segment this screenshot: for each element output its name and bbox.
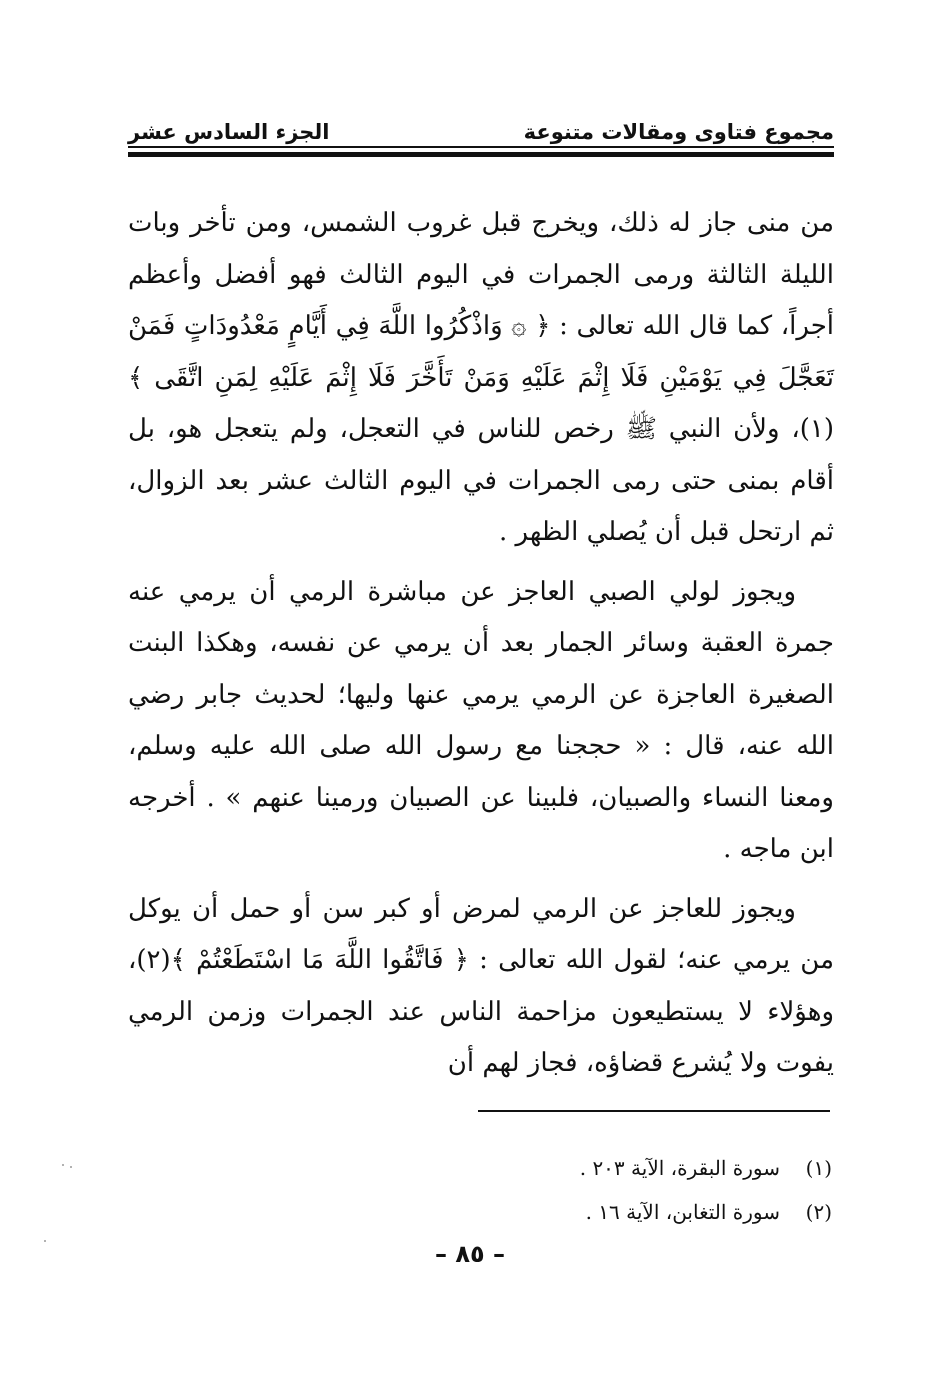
footnotes [400, 1146, 832, 1234]
book-title: مجموع فتاوى ومقالات متنوعة [523, 120, 834, 144]
body-text [128, 198, 834, 1098]
paragraph-3: ويجوز للعاجز عن الرمي لمرض أو كبر سن أو حمل أن يوكل من يرمي عنه؛ لقول الله تعالى : ﴿ فَاتَّقُوا اللَّهَ مَا اسْتَطَعْتُمْ ﴾(٢)، وهؤلاء لا يستطيعون مزاحمة الناس عند الجمرات وزمن الرمي يفوت ولا يُشرع قضاؤه، فجاز لهم أن [128, 893, 834, 1078]
footnote-text: سورة التغابن، الآية ١٦ . [585, 1200, 780, 1224]
footnote-separator [478, 1110, 830, 1112]
header-rule-thick [128, 152, 834, 157]
scan-specks [40, 1150, 80, 1270]
header-rule-thin [128, 146, 834, 148]
scan-speck [70, 1166, 72, 1168]
footnote-number: (١) [805, 1156, 832, 1180]
volume-label: الجزء السادس عشر [128, 120, 330, 144]
footnote-1 [400, 1146, 832, 1190]
footnote-text: سورة البقرة، الآية ٢٠٣ . [579, 1156, 780, 1180]
page-number: – ٨٥ – [434, 1240, 505, 1268]
scan-speck [62, 1164, 64, 1166]
running-header [128, 108, 834, 144]
scan-speck [44, 1240, 46, 1242]
paragraph-1: من منى جاز له ذلك، ويخرج قبل غروب الشمس، ومن تأخر وبات الليلة الثالثة ورمى الجمرات في اليوم الثالث فهو أفضل وأعظم أجراً، كما قال الله تعالى : ﴿ ۞ وَاذْكُرُوا اللَّهَ فِي أَيَّامٍ مَعْدُودَاتٍ فَمَنْ تَعَجَّلَ فِي يَوْمَيْنِ فَلَا إِثْمَ عَلَيْهِ وَمَنْ تَأَخَّرَ فَلَا إِثْمَ عَلَيْهِ لِمَنِ اتَّقَى ﴾(١)، ولأن النبي ﷺ رخص للناس في التعجل، ولم يتعجل هو، بل أقام بمنى حتى رمى الجمرات في اليوم الثالث عشر بعد الزوال، ثم ارتحل قبل أن يُصلي الظهر . [128, 208, 834, 547]
footnote-2 [400, 1190, 832, 1234]
footnote-number: (٢) [805, 1200, 832, 1224]
paragraph-2: ويجوز لولي الصبي العاجز عن مباشرة الرمي أن يرمي عنه جمرة العقبة وسائر الجمار بعد أن يرمي عن نفسه، وهكذا البنت الصغيرة العاجزة عن الرمي يرمي عنها وليها؛ لحديث جابر رضي الله عنه، قال : « حججنا مع رسول الله صلى الله عليه وسلم، ومعنا النساء والصبيان، فلبينا عن الصبيان ورمينا عنهم » . أخرجه ابن ماجه . [128, 576, 834, 864]
